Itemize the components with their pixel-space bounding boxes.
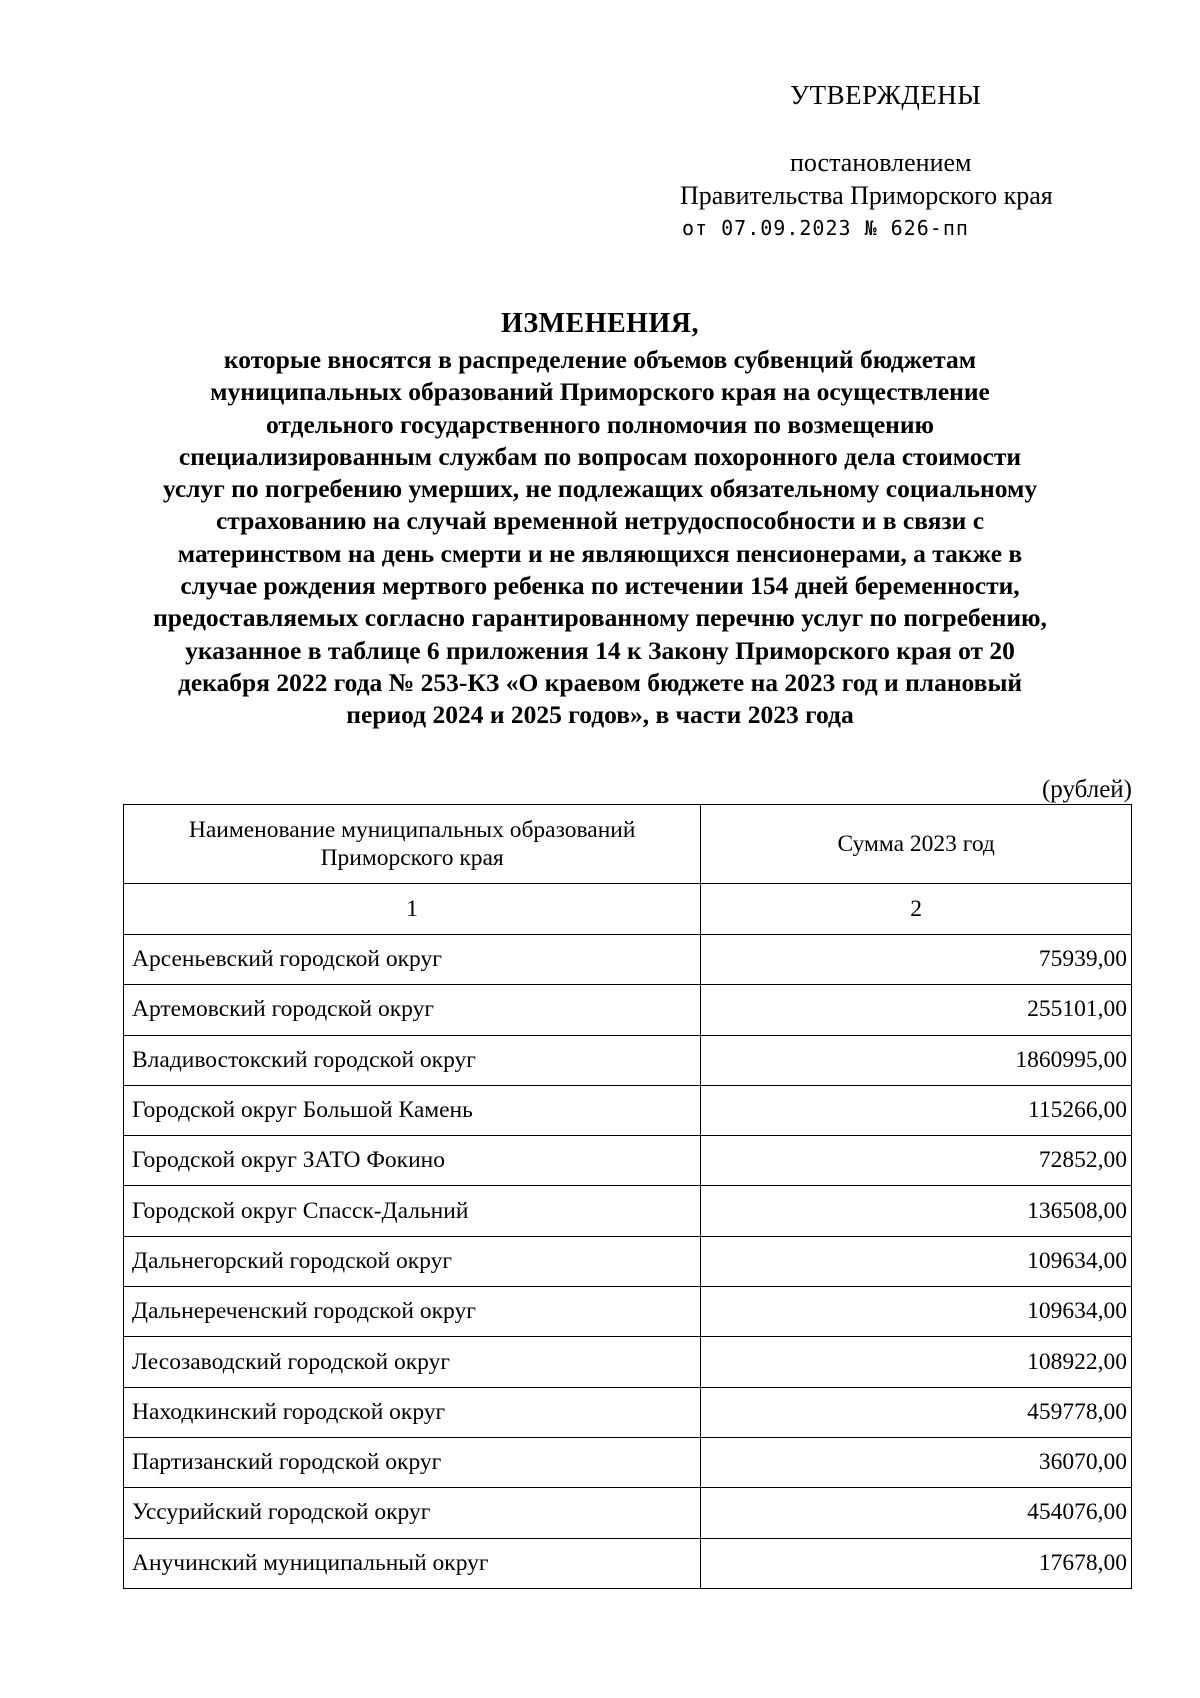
column-number: 1 bbox=[124, 884, 701, 935]
municipality-name: Уссурийский городской округ bbox=[124, 1488, 701, 1538]
table-row bbox=[124, 1236, 1132, 1286]
table-row bbox=[124, 1186, 1132, 1236]
allocation-sum: 17678,00 bbox=[701, 1538, 1132, 1588]
document-title: ИЗМЕНЕНИЯ, bbox=[501, 308, 699, 339]
municipality-name: Городской округ Большой Камень bbox=[124, 1085, 701, 1135]
allocation-sum: 136508,00 bbox=[701, 1186, 1132, 1236]
table-row bbox=[124, 1387, 1132, 1437]
municipality-name: Арсеньевский городской округ bbox=[124, 935, 701, 985]
column-header-sum: Сумма 2023 год bbox=[701, 805, 1132, 884]
allocation-table bbox=[123, 804, 1132, 1589]
document-subtitle: которые вносятся в распределение объемов субвенций бюджетам муниципальных образований Приморского края на осуществление отдельного государственного полномочия по возмещению специализированным службам по вопросам похоронного дела стоимости услуг по погребению умерших, не подлежащих обязательному социальному страхованию на случай временной нетрудоспособности и в связи с материнством на день смерти и не являющихся пенсионерами, а также в случае рождения мертвого ребенка по истечении 154 дней беременности, предоставляемых согласно гарантированному перечню услуг по погребению, указанное в таблице 6 приложения 14 к Закону Приморского края от 20 декабря 2022 года № 253-КЗ «О краевом бюджете на 2023 год и плановый период 2024 и 2025 годов», в части 2023 года bbox=[153, 345, 1047, 730]
approval-government: Правительства Приморского края bbox=[680, 181, 1053, 210]
allocation-sum: 108922,00 bbox=[701, 1337, 1132, 1387]
column-number: 2 bbox=[701, 884, 1132, 935]
allocation-sum: 109634,00 bbox=[701, 1236, 1132, 1286]
municipality-name: Владивостокский городской округ bbox=[124, 1035, 701, 1085]
municipality-name: Дальнегорский городской округ bbox=[124, 1236, 701, 1286]
municipality-name: Партизанский городской округ bbox=[124, 1437, 701, 1487]
table-header-row bbox=[124, 805, 1132, 884]
table-row bbox=[124, 1337, 1132, 1387]
allocation-sum: 75939,00 bbox=[701, 935, 1132, 985]
table-row bbox=[124, 985, 1132, 1035]
allocation-sum: 1860995,00 bbox=[701, 1035, 1132, 1085]
allocation-sum: 454076,00 bbox=[701, 1488, 1132, 1538]
column-header-municipality: Наименование муниципальных образований Приморского края bbox=[124, 805, 701, 884]
table-row bbox=[124, 1488, 1132, 1538]
table-row bbox=[124, 935, 1132, 985]
allocation-sum: 115266,00 bbox=[701, 1085, 1132, 1135]
column-number-row bbox=[124, 884, 1132, 935]
approval-by-decree: постановлением bbox=[790, 148, 972, 177]
allocation-sum: 109634,00 bbox=[701, 1287, 1132, 1337]
table-row bbox=[124, 1035, 1132, 1085]
municipality-name: Городской округ ЗАТО Фокино bbox=[124, 1136, 701, 1186]
table-row bbox=[124, 1437, 1132, 1487]
municipality-name: Городской округ Спасск-Дальний bbox=[124, 1186, 701, 1236]
municipality-name: Анучинский муниципальный округ bbox=[124, 1538, 701, 1588]
table-row bbox=[124, 1085, 1132, 1135]
allocation-sum: 72852,00 bbox=[701, 1136, 1132, 1186]
approval-block bbox=[0, 0, 1200, 260]
allocation-sum: 459778,00 bbox=[701, 1387, 1132, 1437]
allocation-sum: 255101,00 bbox=[701, 985, 1132, 1035]
municipality-name: Лесозаводский городской округ bbox=[124, 1337, 701, 1387]
units-label: (рублей) bbox=[1041, 776, 1132, 803]
table-row bbox=[124, 1538, 1132, 1588]
allocation-sum: 36070,00 bbox=[701, 1437, 1132, 1487]
municipality-name: Находкинский городской округ bbox=[124, 1387, 701, 1437]
approval-stamp-heading: УТВЕРЖДЕНЫ bbox=[790, 80, 982, 110]
table-row bbox=[124, 1136, 1132, 1186]
decree-reference: от 07.09.2023 № 626-пп bbox=[682, 216, 969, 240]
municipality-name: Дальнереченский городской округ bbox=[124, 1287, 701, 1337]
table-row bbox=[124, 1287, 1132, 1337]
municipality-name: Артемовский городской округ bbox=[124, 985, 701, 1035]
